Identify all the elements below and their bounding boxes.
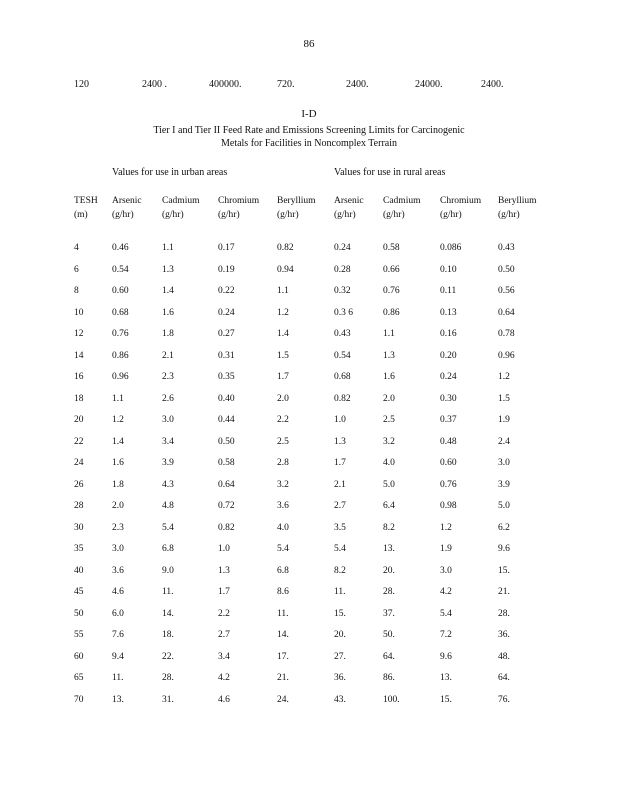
- table-cell: 27.: [334, 652, 346, 662]
- table-cell: 20.: [383, 566, 395, 576]
- table-cell: 0.35: [218, 372, 235, 382]
- column-header: Cadmium: [162, 196, 200, 206]
- table-cell: 4.2: [218, 673, 230, 683]
- tesh-value-cell: 18: [74, 394, 84, 404]
- table-cell: 0.98: [440, 501, 457, 511]
- table-cell: 11.: [162, 587, 174, 597]
- table-cell: 1.4: [277, 329, 289, 339]
- table-cell: 4.0: [383, 458, 395, 468]
- table-cell: 14.: [277, 630, 289, 640]
- table-cell: 9.0: [162, 566, 174, 576]
- table-cell: 2.0: [383, 394, 395, 404]
- table-cell: 0.50: [218, 437, 235, 447]
- table-cell: 0.11: [440, 286, 457, 296]
- table-cell: 0.58: [218, 458, 235, 468]
- table-cell: 3.6: [112, 566, 124, 576]
- tesh-value-cell: 55: [74, 630, 84, 640]
- column-header: Beryllium: [277, 196, 316, 206]
- table-cell: 6.0: [112, 609, 124, 619]
- table-cell: 0.3 6: [334, 308, 353, 318]
- table-cell: 8.2: [383, 523, 395, 533]
- table-cell: 0.76: [440, 480, 457, 490]
- table-cell: 1.2: [498, 372, 510, 382]
- table-cell: 3.2: [277, 480, 289, 490]
- table-cell: 2.4: [498, 437, 510, 447]
- prev-table-cell: 24000.: [415, 79, 443, 90]
- column-header: Cadmium: [383, 196, 421, 206]
- table-cell: 1.9: [440, 544, 452, 554]
- tesh-value-cell: 26: [74, 480, 84, 490]
- table-cell: 2.0: [112, 501, 124, 511]
- table-cell: 0.30: [440, 394, 457, 404]
- table-cell: 5.4: [162, 523, 174, 533]
- table-cell: 3.0: [440, 566, 452, 576]
- table-cell: 0.19: [218, 265, 235, 275]
- column-unit: (g/hr): [383, 210, 405, 220]
- table-cell: 36.: [334, 673, 346, 683]
- table-cell: 1.1: [383, 329, 395, 339]
- table-title-line-2: Metals for Facilities in Noncomplex Terrain: [220, 138, 397, 149]
- table-cell: 28.: [162, 673, 174, 683]
- table-cell: 15.: [440, 695, 452, 705]
- table-cell: 0.64: [218, 480, 235, 490]
- table-cell: 1.8: [162, 329, 174, 339]
- table-cell: 1.5: [498, 394, 510, 404]
- prev-table-cell: 120: [74, 79, 89, 90]
- table-cell: 0.82: [277, 243, 294, 253]
- table-cell: 0.94: [277, 265, 294, 275]
- table-cell: 0.32: [334, 286, 351, 296]
- table-cell: 0.10: [440, 265, 457, 275]
- table-cell: 2.8: [277, 458, 289, 468]
- column-header: Chromium: [440, 196, 482, 206]
- column-unit: (g/hr): [218, 210, 240, 220]
- tesh-value-cell: 65: [74, 673, 84, 683]
- tesh-value-cell: 10: [74, 308, 84, 318]
- table-cell: 1.6: [112, 458, 124, 468]
- table-cell: 8.6: [277, 587, 289, 597]
- table-cell: 2.2: [218, 609, 230, 619]
- table-cell: 28.: [498, 609, 510, 619]
- table-cell: 31.: [162, 695, 174, 705]
- table-cell: 5.4: [440, 609, 452, 619]
- table-cell: 5.0: [383, 480, 395, 490]
- table-cell: 1.2: [112, 415, 124, 425]
- table-cell: 5.0: [498, 501, 510, 511]
- table-cell: 1.8: [112, 480, 124, 490]
- tesh-value-cell: 24: [74, 458, 84, 468]
- table-cell: 13.: [112, 695, 124, 705]
- tesh-value-cell: 22: [74, 437, 84, 447]
- table-cell: 9.6: [440, 652, 452, 662]
- table-cell: 3.0: [112, 544, 124, 554]
- table-cell: 0.68: [334, 372, 351, 382]
- column-unit: (g/hr): [277, 210, 299, 220]
- table-cell: 5.4: [277, 544, 289, 554]
- table-cell: 4.6: [112, 587, 124, 597]
- table-cell: 3.5: [334, 523, 346, 533]
- table-cell: 22.: [162, 652, 174, 662]
- table-cell: 0.76: [112, 329, 129, 339]
- table-cell: 18.: [162, 630, 174, 640]
- table-cell: 0.60: [112, 286, 129, 296]
- table-cell: 1.2: [440, 523, 452, 533]
- column-header: Arsenic: [334, 196, 364, 206]
- table-cell: 6.8: [162, 544, 174, 554]
- table-cell: 2.5: [277, 437, 289, 447]
- table-cell: 0.24: [218, 308, 235, 318]
- table-cell: 11.: [277, 609, 289, 619]
- table-cell: 9.6: [498, 544, 510, 554]
- table-cell: 64.: [498, 673, 510, 683]
- table-cell: 1.3: [383, 351, 395, 361]
- table-cell: 0.44: [218, 415, 235, 425]
- table-cell: 0.68: [112, 308, 129, 318]
- table-cell: 1.1: [112, 394, 124, 404]
- table-cell: 0.40: [218, 394, 235, 404]
- urban-group-heading: Values for use in urban areas: [112, 167, 228, 178]
- table-cell: 0.76: [383, 286, 400, 296]
- table-cell: 0.13: [440, 308, 457, 318]
- table-cell: 4.6: [218, 695, 230, 705]
- column-unit: (g/hr): [162, 210, 184, 220]
- table-cell: 3.9: [498, 480, 510, 490]
- table-cell: 0.086: [440, 243, 462, 253]
- table-cell: 0.31: [218, 351, 235, 361]
- table-cell: 6.4: [383, 501, 395, 511]
- table-cell: 0.24: [334, 243, 351, 253]
- table-cell: 0.72: [218, 501, 235, 511]
- table-cell: 0.28: [334, 265, 351, 275]
- table-cell: 2.5: [383, 415, 395, 425]
- column-unit: (m): [74, 210, 88, 220]
- table-cell: 3.9: [162, 458, 174, 468]
- table-cell: 1.6: [383, 372, 395, 382]
- table-cell: 0.56: [498, 286, 515, 296]
- table-cell: 0.46: [112, 243, 129, 253]
- table-cell: 2.2: [277, 415, 289, 425]
- table-cell: 2.3: [162, 372, 174, 382]
- table-cell: 2.7: [218, 630, 230, 640]
- table-cell: 0.20: [440, 351, 457, 361]
- table-cell: 48.: [498, 652, 510, 662]
- tesh-value-cell: 35: [74, 544, 84, 554]
- table-cell: 3.6: [277, 501, 289, 511]
- table-cell: 15.: [334, 609, 346, 619]
- table-cell: 1.2: [277, 308, 289, 318]
- table-cell: 0.17: [218, 243, 235, 253]
- table-cell: 0.43: [334, 329, 351, 339]
- table-cell: 1.9: [498, 415, 510, 425]
- table-cell: 0.78: [498, 329, 515, 339]
- table-cell: 1.3: [218, 566, 230, 576]
- table-cell: 0.37: [440, 415, 457, 425]
- tesh-value-cell: 40: [74, 566, 84, 576]
- table-cell: 0.86: [383, 308, 400, 318]
- table-cell: 3.4: [218, 652, 230, 662]
- table-cell: 6.8: [277, 566, 289, 576]
- table-cell: 2.0: [277, 394, 289, 404]
- table-cell: 0.64: [498, 308, 515, 318]
- table-cell: 3.2: [383, 437, 395, 447]
- table-cell: 1.1: [162, 243, 174, 253]
- tesh-value-cell: 4: [74, 243, 79, 253]
- table-cell: 20.: [334, 630, 346, 640]
- table-cell: 0.16: [440, 329, 457, 339]
- prev-table-cell: 2400 .: [142, 79, 167, 90]
- page-number: 86: [303, 38, 315, 50]
- column-header: TESH: [74, 196, 98, 206]
- column-header: Beryllium: [498, 196, 537, 206]
- tesh-value-cell: 30: [74, 523, 84, 533]
- table-cell: 2.7: [334, 501, 346, 511]
- table-cell: 1.5: [277, 351, 289, 361]
- table-cell: 4.3: [162, 480, 174, 490]
- prev-table-cell: 2400.: [481, 79, 504, 90]
- table-cell: 64.: [383, 652, 395, 662]
- table-cell: 0.82: [218, 523, 235, 533]
- table-cell: 4.0: [277, 523, 289, 533]
- tesh-value-cell: 16: [74, 372, 84, 382]
- rural-group-heading: Values for use in rural areas: [334, 167, 446, 178]
- table-cell: 1.7: [218, 587, 230, 597]
- table-cell: 86.: [383, 673, 395, 683]
- table-cell: 0.58: [383, 243, 400, 253]
- table-cell: 1.4: [162, 286, 174, 296]
- tesh-value-cell: 70: [74, 695, 84, 705]
- column-unit: (g/hr): [112, 210, 134, 220]
- table-cell: 2.1: [162, 351, 174, 361]
- table-cell: 36.: [498, 630, 510, 640]
- table-cell: 1.7: [277, 372, 289, 382]
- table-cell: 1.3: [162, 265, 174, 275]
- tesh-value-cell: 6: [74, 265, 79, 275]
- table-cell: 0.54: [334, 351, 351, 361]
- table-cell: 9.4: [112, 652, 124, 662]
- column-header: Chromium: [218, 196, 260, 206]
- table-cell: 0.66: [383, 265, 400, 275]
- table-title-line-1: Tier I and Tier II Feed Rate and Emissions Screening Limits for Carcinogenic: [153, 125, 465, 136]
- prev-table-cell: 2400.: [346, 79, 369, 90]
- table-cell: 2.3: [112, 523, 124, 533]
- table-cell: 11.: [334, 587, 346, 597]
- table-cell: 24.: [277, 695, 289, 705]
- table-cell: 76.: [498, 695, 510, 705]
- table-cell: 6.2: [498, 523, 510, 533]
- table-cell: 100.: [383, 695, 400, 705]
- column-header: Arsenic: [112, 196, 142, 206]
- tesh-value-cell: 60: [74, 652, 84, 662]
- table-cell: 1.6: [162, 308, 174, 318]
- table-cell: 5.4: [334, 544, 346, 554]
- table-cell: 14.: [162, 609, 174, 619]
- table-cell: 1.0: [334, 415, 346, 425]
- table-cell: 8.2: [334, 566, 346, 576]
- tesh-value-cell: 8: [74, 286, 79, 296]
- table-cell: 11.: [112, 673, 124, 683]
- table-cell: 21.: [277, 673, 289, 683]
- prev-table-cell: 720.: [277, 79, 295, 90]
- table-cell: 0.43: [498, 243, 515, 253]
- tesh-value-cell: 28: [74, 501, 84, 511]
- table-cell: 1.3: [334, 437, 346, 447]
- table-cell: 0.60: [440, 458, 457, 468]
- table-cell: 50.: [383, 630, 395, 640]
- table-cell: 0.82: [334, 394, 351, 404]
- tesh-value-cell: 45: [74, 587, 84, 597]
- table-cell: 3.4: [162, 437, 174, 447]
- table-cell: 4.8: [162, 501, 174, 511]
- table-cell: 7.2: [440, 630, 452, 640]
- table-cell: 21.: [498, 587, 510, 597]
- table-cell: 7.6: [112, 630, 124, 640]
- section-label: I-D: [301, 108, 317, 120]
- table-cell: 43.: [334, 695, 346, 705]
- table-cell: 0.24: [440, 372, 457, 382]
- table-cell: 0.96: [112, 372, 129, 382]
- column-unit: (g/hr): [498, 210, 520, 220]
- tesh-value-cell: 12: [74, 329, 84, 339]
- table-cell: 0.48: [440, 437, 457, 447]
- table-cell: 17.: [277, 652, 289, 662]
- table-cell: 37.: [383, 609, 395, 619]
- table-cell: 15.: [498, 566, 510, 576]
- table-cell: 1.7: [334, 458, 346, 468]
- table-cell: 0.54: [112, 265, 129, 275]
- table-cell: 2.1: [334, 480, 346, 490]
- table-cell: 0.27: [218, 329, 235, 339]
- table-cell: 0.86: [112, 351, 129, 361]
- column-unit: (g/hr): [334, 210, 356, 220]
- table-cell: 28.: [383, 587, 395, 597]
- table-cell: 1.0: [218, 544, 230, 554]
- table-cell: 3.0: [162, 415, 174, 425]
- table-cell: 0.96: [498, 351, 515, 361]
- table-cell: 2.6: [162, 394, 174, 404]
- table-cell: 1.1: [277, 286, 289, 296]
- table-cell: 1.4: [112, 437, 124, 447]
- prev-table-cell: 400000.: [209, 79, 242, 90]
- table-cell: 0.22: [218, 286, 235, 296]
- column-unit: (g/hr): [440, 210, 462, 220]
- tesh-value-cell: 50: [74, 609, 84, 619]
- tesh-value-cell: 20: [74, 415, 84, 425]
- tesh-value-cell: 14: [74, 351, 84, 361]
- table-cell: 13.: [440, 673, 452, 683]
- table-cell: 4.2: [440, 587, 452, 597]
- table-cell: 13.: [383, 544, 395, 554]
- table-cell: 0.50: [498, 265, 515, 275]
- table-cell: 3.0: [498, 458, 510, 468]
